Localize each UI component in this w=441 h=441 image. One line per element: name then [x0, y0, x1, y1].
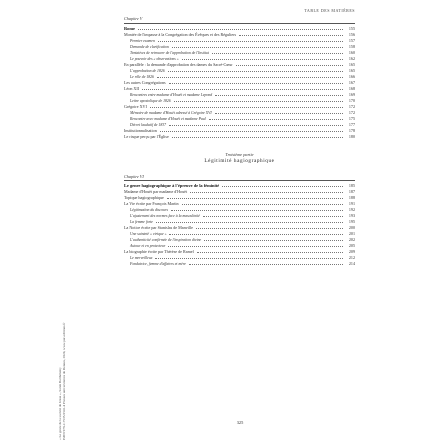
dot-leader: [169, 234, 343, 235]
entry-page: 188: [348, 195, 355, 200]
entry-title: Léon XII: [124, 85, 140, 91]
dot-leader: [142, 89, 343, 90]
dot-leader: [171, 210, 343, 211]
entry-page: 178: [348, 127, 355, 133]
entry-title: L'ajustement des normes face à la masculinité: [130, 214, 200, 218]
chapter-entries: [124, 26, 355, 140]
dot-leader: [203, 216, 343, 217]
entry-page: 191: [348, 201, 355, 206]
dot-leader: [155, 258, 343, 259]
chapter-rule: [124, 23, 355, 24]
dot-leader: [169, 125, 343, 126]
entry-title: Rome: [124, 25, 135, 31]
entry-page: 180: [348, 133, 355, 139]
entry-title: La femme forte: [130, 220, 153, 224]
entry-page: 160: [348, 49, 355, 55]
copyright-line: ISBN 978-2-7535-9541-4 Presses universitaires de Rennes, 2024, www.pur-editions.fr: [62, 322, 67, 440]
dot-leader: [215, 113, 343, 114]
dot-leader: [168, 71, 343, 72]
dot-leader: [190, 192, 343, 193]
dot-leader: [138, 29, 343, 30]
dot-leader: [167, 198, 343, 199]
chapter-label: Chapitre VI: [124, 173, 144, 179]
entry-title: Une sainteté « virique »: [130, 232, 167, 236]
entry-page: 214: [348, 261, 355, 266]
entry-page: 166: [348, 73, 355, 79]
entry-page: 187: [348, 189, 355, 194]
dot-leader: [215, 95, 343, 96]
entry-title: Montée de l'impasse à la Congrégation des Évêques et des Réguliers: [124, 31, 237, 37]
entry-page: 162: [348, 55, 355, 61]
dot-leader: [150, 107, 343, 108]
entry-page: 195: [348, 219, 355, 224]
entry-title: Légitimation du discours: [130, 208, 168, 212]
entry-title: Topique hagiographique: [124, 195, 164, 200]
entry-title: Le rôle de 1826: [130, 74, 154, 79]
chapter-entries: [124, 183, 355, 267]
entry-page: 205: [348, 243, 355, 248]
entry-title: Décret laudatif de 1837: [130, 122, 167, 127]
dot-leader: [182, 204, 343, 205]
entry-page: 165: [348, 61, 355, 67]
entry-title: Rencontre avec madame d'Houët et madame Paul: [130, 116, 206, 121]
toc-entry: [124, 134, 355, 140]
entry-page: 185: [348, 183, 355, 188]
entry-page: 157: [348, 37, 355, 43]
entry-title: En parallèle : la demande d'approbation des dames du Sacré-Cœur: [124, 61, 233, 67]
entry-title: Premier examen: [130, 38, 155, 43]
entry-title: La Vie écrite par François Martin: [124, 201, 179, 206]
dot-leader: [158, 41, 343, 42]
copyright-line: « Le genre de la société de Jésus », Sarah Barthélemy: [58, 367, 62, 440]
entry-title: La Notice écrite par Stanislas de Manville: [124, 225, 193, 230]
dot-leader: [160, 131, 343, 132]
dot-leader: [222, 186, 343, 187]
entry-page: 172: [348, 103, 355, 109]
chapter-label: Chapitre V: [124, 16, 143, 21]
dot-leader: [189, 264, 343, 265]
entry-page: 177: [348, 121, 355, 127]
entry-page: 192: [348, 207, 355, 212]
dot-leader: [156, 222, 343, 223]
entry-page: 156: [348, 31, 355, 37]
entry-page: 172: [348, 109, 355, 115]
running-head: TABLE DES MATIÈRES: [304, 8, 355, 13]
dot-leader: [172, 137, 343, 138]
dot-leader: [169, 83, 343, 84]
dot-leader: [168, 246, 343, 247]
entry-page: 158: [348, 43, 355, 49]
entry-title: Fondatrice, femme d'affaires et mère: [130, 262, 186, 266]
entry-title: Rencontres entre madame d'Houët et madame Lepond: [130, 92, 213, 97]
entry-page: 201: [348, 231, 355, 236]
entry-title: Lettre apostolique de 1826: [130, 98, 171, 103]
dot-leader: [174, 101, 343, 102]
entry-page: 202: [348, 237, 355, 242]
entry-title: L'approbation de 1826: [130, 68, 165, 73]
part-label: Troisième partie: [225, 151, 254, 157]
part-heading: [124, 152, 355, 164]
part-title: Légitimité hagiographique: [204, 157, 275, 164]
copyright-notice: [58, 270, 66, 440]
entry-title: Mémoire de madame d'Houët adressé à Grégoire XVI: [130, 110, 212, 115]
entry-page: 169: [348, 91, 355, 97]
entry-page: 212: [348, 255, 355, 260]
dot-leader: [236, 65, 343, 66]
entry-page: 167: [348, 79, 355, 85]
toc-entry: [124, 261, 355, 267]
entry-title: La biographie écrite par Thérèse de Ramel: [124, 249, 194, 254]
entry-page: 165: [348, 67, 355, 73]
dot-leader: [182, 59, 343, 60]
page-number: 325: [236, 420, 244, 425]
dot-leader: [204, 240, 343, 241]
entry-title: Madame d'Houët par madame d'Houët: [124, 189, 188, 194]
table-of-contents: [124, 16, 355, 267]
entry-title: Institutionnalisation: [124, 127, 157, 133]
entry-title: Le genre hagiographique à l'épreuve de la féminité: [124, 183, 220, 188]
dot-leader: [196, 228, 343, 229]
entry-title: Les autres Congrégations: [124, 79, 166, 85]
entry-page: 168: [348, 85, 355, 91]
entry-title: Grégoire XVI: [124, 103, 147, 109]
entry-title: L'authenticité confirmée de l'inspiration divine: [130, 238, 202, 242]
chapter-rule: [124, 180, 355, 181]
dot-leader: [197, 252, 343, 253]
entry-title: Demande de clarification: [130, 44, 169, 49]
entry-title: Le pouvoir des « observations »: [130, 56, 179, 61]
entry-title: Le risque perçu par l'Église: [124, 133, 169, 139]
dot-leader: [209, 119, 343, 120]
entry-page: 155: [348, 25, 355, 31]
dot-leader: [157, 77, 343, 78]
entry-page: 200: [348, 225, 355, 230]
entry-title: Autour et en protecteur: [130, 244, 166, 248]
dot-leader: [172, 47, 343, 48]
entry-title: Tentatives de retrouver de l'approbation de l'Institut: [130, 50, 209, 55]
dot-leader: [212, 53, 343, 54]
entry-page: 193: [348, 213, 355, 218]
entry-title: Le merveilleux: [130, 256, 153, 260]
dot-leader: [239, 35, 343, 36]
chapter-5: [124, 16, 355, 140]
entry-page: 175: [348, 115, 355, 121]
entry-page: 170: [348, 97, 355, 103]
chapter-6: [124, 174, 355, 268]
entry-page: 209: [348, 249, 355, 254]
